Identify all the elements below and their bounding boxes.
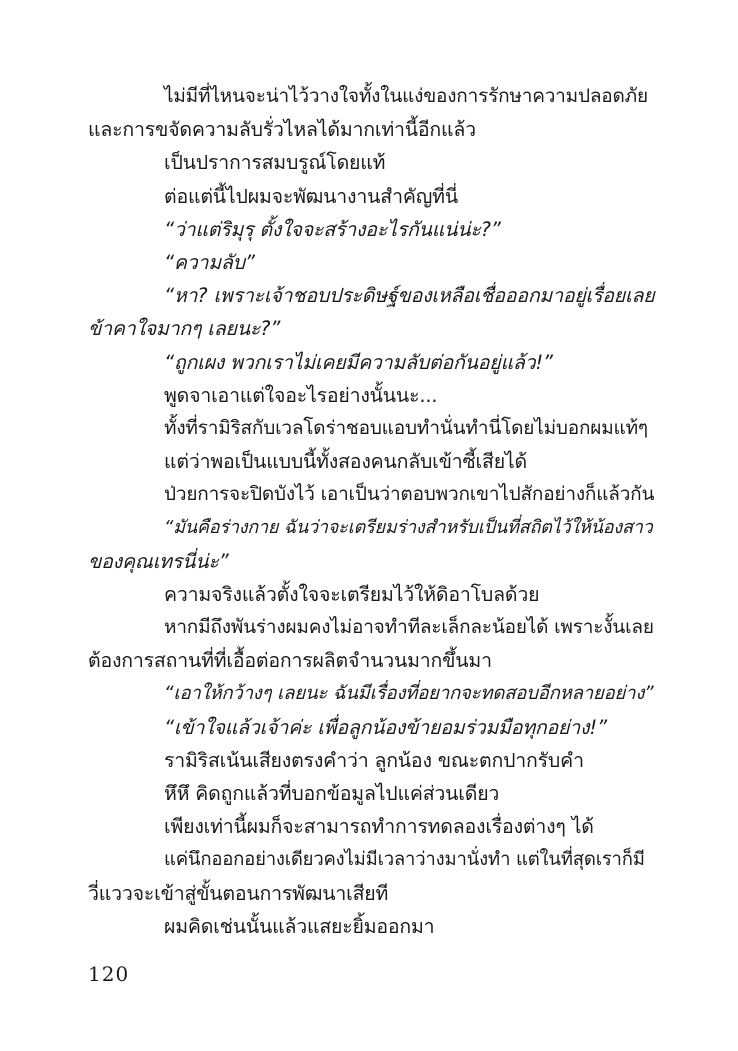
text-line: ผมคิดเช่นนั้นแล้วแสยะยิ้มออกมา	[164, 914, 435, 938]
text-line: ความจริงแล้วตั้งใจจะเตรียมไว้ให้ดิอาโบลด้วย	[164, 582, 540, 606]
text-line: ของคุณเทรนี่น่ะ”	[88, 549, 229, 573]
text-line: ป่วยการจะปิดบังไว้ เอาเป็นว่าตอบพวกเขาไปสักอย่างก็แล้วกัน	[164, 483, 655, 506]
text-line: “ถูกเผง พวกเราไม่เคยมีความลับต่อกันอยู่แล้ว!”	[164, 350, 553, 374]
text-line: และการขจัดความลับรั่วไหลได้มากเท่านี้อีกแล้ว	[88, 118, 476, 142]
text-line: เป็นปราการสมบรูณ์โดยแท้	[164, 151, 386, 175]
text-line: ข้าคาใจมากๆ เลยนะ?”	[88, 317, 281, 341]
text-line: ทั้งที่รามิริสกับเวลโดร่าชอบแอบทำนั่นทำนี่โดยไม่บอกผมแท้ๆ	[164, 416, 648, 439]
text-line: วี่แววจะเข้าสู่ขั้นตอนการพัฒนาเสียที	[88, 881, 389, 905]
text-line: แค่นึกออกอย่างเดียวคงไม่มีเวลาว่างมานั่งทำ แต่ในที่สุดเราก็มี	[164, 849, 645, 871]
text-line: พูดจาเอาแต่ใจอะไรอย่างนั้นนะ...	[164, 383, 438, 407]
text-line: “ว่าแต่ริมุรุ ตั้งใจจะสร้างอะไรกันแน่น่ะ?”	[164, 217, 501, 241]
text-line: “ความลับ”	[164, 250, 255, 274]
text-line: รามิริสเน้นเสียงตรงคำว่า ลูกน้อง ขณะตกปากรับคำ	[164, 748, 584, 772]
text-line: ต่อแต่นี้ไปผมจะพัฒนางานสำคัญที่นี่	[164, 184, 458, 208]
text-line: แต่ว่าพอเป็นแบบนี้ทั้งสองคนกลับเข้าซี้เสียได้	[164, 450, 527, 474]
text-line: เพียงเท่านี้ผมก็จะสามารถทำการทดลองเรื่องต่างๆ ได้	[164, 815, 594, 839]
text-line: “มันคือร่างกาย ฉันว่าจะเตรียมร่างสำหรับเป็นที่สถิตไว้ให้น้องสาว	[164, 517, 653, 539]
text-line: หากมีถึงพันร่างผมคงไม่อาจทำทีละเล็กละน้อยได้ เพราะงั้นเลย	[164, 616, 654, 638]
text-line: ไม่มีที่ไหนจะน่าไว้วางใจทั้งในแง่ของการรักษาความปลอดภัย	[164, 85, 648, 107]
text-line: “หา? เพราะเจ้าชอบประดิษฐ์ของเหลือเชื่อออกมาอยู่เรื่อยเลย	[164, 284, 655, 308]
page-number: 120	[88, 962, 130, 986]
text-line: “เข้าใจแล้วเจ้าค่ะ เพื่อลูกน้องข้ายอมร่วมมือทุกอย่าง!”	[164, 715, 607, 739]
body-text	[88, 80, 656, 943]
text-line: หึหึ คิดถูกแล้วที่บอกข้อมูลไปแค่ส่วนเดียว	[164, 781, 500, 805]
text-line: “เอาให้กว้างๆ เลยนะ ฉันมีเรื่องที่อยากจะทดสอบอีกหลายอย่าง”	[164, 683, 654, 705]
text-line: ต้องการสถานที่ที่เอื้อต่อการผลิตจำนวนมากขึ้นมา	[88, 649, 492, 673]
